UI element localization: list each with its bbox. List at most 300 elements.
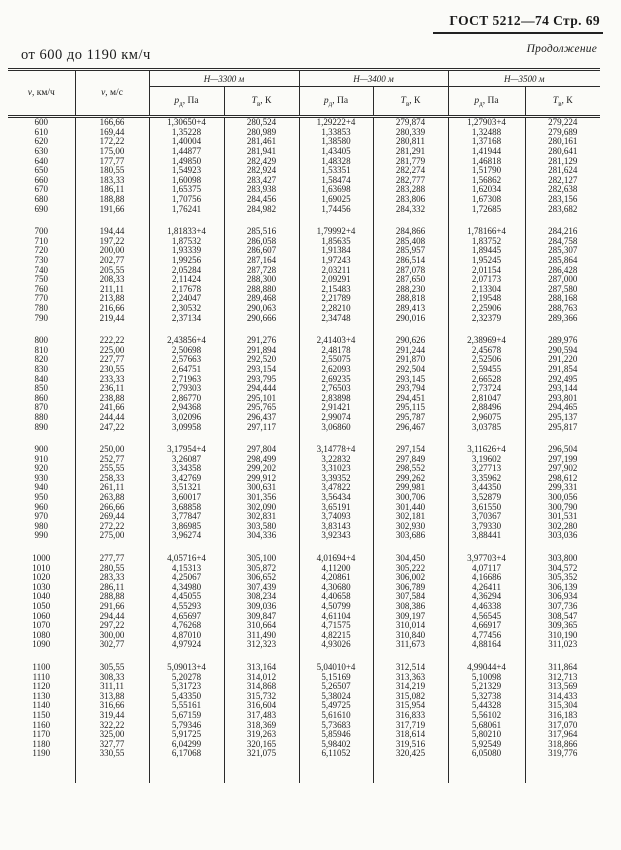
table-cell: 1,99256 — [149, 256, 224, 266]
table-cell: 202,77 — [75, 256, 149, 266]
table-cell: 1,67308 — [448, 195, 525, 205]
table-cell: 4,55293 — [149, 602, 224, 612]
t-unit: , К — [260, 96, 272, 106]
table-cell: 219,44 — [75, 313, 149, 323]
table-cell: 3,22832 — [299, 454, 373, 464]
table-row — [8, 156, 600, 166]
spacer-cell — [8, 650, 75, 663]
table-cell: 252,77 — [75, 454, 149, 464]
table-row — [8, 246, 600, 256]
table-cell: 197,22 — [75, 237, 149, 247]
table-cell: 5,79346 — [149, 720, 224, 730]
table-cell: 6,11052 — [299, 749, 373, 759]
table-cell: 291,894 — [224, 345, 299, 355]
table-cell: 1,51790 — [448, 166, 525, 176]
spacer-cell — [224, 432, 299, 445]
table-cell: 295,765 — [224, 403, 299, 413]
table-cell: 1080 — [32, 630, 51, 640]
table-cell: 900 — [34, 444, 48, 455]
table-cell: 770 — [34, 294, 48, 304]
table-row — [8, 393, 600, 403]
table-cell: 293,144 — [525, 384, 600, 394]
table-row — [8, 739, 600, 749]
table-cell: 307,736 — [525, 602, 600, 612]
table-cell: 281,129 — [525, 156, 600, 166]
p-symbol: р — [474, 96, 480, 106]
row-group-spacer — [8, 214, 600, 227]
table-cell: 280,55 — [75, 563, 149, 573]
table-cell: 4,45055 — [149, 592, 224, 602]
table-cell: 940 — [34, 483, 48, 493]
table-cell: 800 — [34, 335, 48, 346]
table-cell: 319,44 — [75, 711, 149, 721]
spacer-cell — [299, 759, 373, 783]
table-cell: 1020 — [32, 572, 51, 583]
p-unit: , Па — [332, 96, 349, 106]
table-cell: 308,386 — [373, 602, 448, 612]
table-cell: 5,56102 — [448, 711, 525, 721]
group-header-h3300: Н—3300 м — [149, 70, 299, 87]
table-cell: 2,43856+4 — [149, 336, 224, 346]
table-cell: 186,11 — [75, 185, 149, 195]
v-kmh-unit: , км/ч — [31, 88, 55, 98]
table-row — [8, 137, 600, 147]
table-row — [8, 227, 600, 237]
table-cell: 288,88 — [75, 592, 149, 602]
table-cell: 3,47822 — [299, 483, 373, 493]
table-cell: 297,154 — [373, 445, 448, 455]
table-cell: 205,55 — [75, 265, 149, 275]
table-cell: 1,29222+4 — [299, 117, 373, 128]
p-subscript: д — [479, 99, 483, 108]
table-cell: 2,11424 — [149, 275, 224, 285]
table-cell: 2,19548 — [448, 294, 525, 304]
table-cell: 4,36294 — [448, 592, 525, 602]
table-cell: 1040 — [32, 592, 51, 602]
table-cell: 303,686 — [373, 531, 448, 541]
table-cell: 1180 — [32, 739, 51, 749]
table-cell: 314,012 — [224, 672, 299, 682]
table-cell: 1,49850 — [149, 156, 224, 166]
table-cell: 166,66 — [75, 117, 149, 128]
table-row — [8, 128, 600, 138]
table-cell: 4,16686 — [448, 573, 525, 583]
table-cell: 282,777 — [373, 176, 448, 186]
table-cell: 4,40658 — [299, 592, 373, 602]
table-cell: 5,20278 — [149, 672, 224, 682]
table-cell: 4,15313 — [149, 563, 224, 573]
table-cell: 291,66 — [75, 602, 149, 612]
table-cell: 1,58474 — [299, 176, 373, 186]
table-cell: 680 — [34, 194, 48, 205]
table-cell: 314,433 — [525, 691, 600, 701]
table-cell: 330,55 — [75, 749, 149, 759]
table-cell: 5,44328 — [448, 701, 525, 711]
table-cell: 293,154 — [224, 365, 299, 375]
table-cell: 2,09291 — [299, 275, 373, 285]
t-symbol: Т — [251, 96, 257, 106]
table-cell: 292,520 — [224, 355, 299, 365]
table-cell: 280,989 — [224, 128, 299, 138]
table-cell: 5,04010+4 — [299, 663, 373, 673]
table-cell: 290,016 — [373, 313, 448, 323]
p-symbol: р — [174, 96, 180, 106]
spacer-cell — [75, 759, 149, 783]
table-row — [8, 285, 600, 295]
table-cell: 316,66 — [75, 701, 149, 711]
spacer-cell — [525, 759, 600, 783]
table-cell: 2,01154 — [448, 265, 525, 275]
table-cell: 313,363 — [373, 672, 448, 682]
table-cell: 316,833 — [373, 711, 448, 721]
table-row — [8, 563, 600, 573]
table-cell: 282,274 — [373, 166, 448, 176]
spacer-cell — [75, 650, 149, 663]
table-cell: 279,689 — [525, 128, 600, 138]
table-cell: 300,790 — [525, 502, 600, 512]
table-cell: 293,801 — [525, 393, 600, 403]
table-cell: 283,288 — [373, 185, 448, 195]
table-cell: 320,165 — [224, 739, 299, 749]
table-cell: 3,11626+4 — [448, 445, 525, 455]
table-cell: 2,69235 — [299, 374, 373, 384]
table-cell: 6,04299 — [149, 739, 224, 749]
table-cell: 2,99074 — [299, 413, 373, 423]
table-cell: 302,930 — [373, 522, 448, 532]
table-cell: 258,33 — [75, 474, 149, 484]
table-cell: 5,67159 — [149, 711, 224, 721]
table-cell: 305,55 — [75, 663, 149, 673]
table-cell: 290,594 — [525, 345, 600, 355]
row-group-spacer — [8, 650, 600, 663]
table-cell: 297,804 — [224, 445, 299, 455]
table-cell: 920 — [34, 464, 48, 474]
data-table — [8, 68, 600, 783]
table-cell: 227,77 — [75, 355, 149, 365]
table-cell: 1,76241 — [149, 204, 224, 214]
table-cell: 307,584 — [373, 592, 448, 602]
table-cell: 283,682 — [525, 204, 600, 214]
table-cell: 1,40004 — [149, 137, 224, 147]
table-cell: 1,83752 — [448, 237, 525, 247]
table-cell: 3,27713 — [448, 464, 525, 474]
table-cell: 319,263 — [224, 730, 299, 740]
table-cell: 3,09958 — [149, 422, 224, 432]
table-cell: 710 — [34, 236, 48, 246]
column-header-v-ms — [75, 70, 149, 117]
table-row — [8, 583, 600, 593]
table-cell: 261,11 — [75, 483, 149, 493]
spacer-cell — [224, 650, 299, 663]
table-cell: 620 — [34, 137, 48, 147]
table-cell: 1,81833+4 — [149, 227, 224, 237]
table-cell: 670 — [34, 185, 48, 195]
table-cell: 3,97703+4 — [448, 554, 525, 564]
table-cell: 1,95245 — [448, 256, 525, 266]
p-unit: , Па — [482, 96, 499, 106]
table-cell: 313,88 — [75, 691, 149, 701]
table-cell: 2,38969+4 — [448, 336, 525, 346]
table-cell: 5,85946 — [299, 730, 373, 740]
table-cell: 1010 — [32, 563, 51, 573]
table-cell: 294,444 — [224, 384, 299, 394]
table-row — [8, 445, 600, 455]
t-unit: , К — [409, 96, 421, 106]
table-cell: 630 — [34, 146, 48, 157]
table-cell: 279,224 — [525, 117, 600, 128]
table-row — [8, 621, 600, 631]
table-cell: 4,77456 — [448, 631, 525, 641]
spacer-cell — [525, 650, 600, 663]
table-cell: 4,65697 — [149, 611, 224, 621]
table-cell: 3,26087 — [149, 454, 224, 464]
table-cell: 3,61550 — [448, 502, 525, 512]
table-cell: 282,127 — [525, 176, 600, 186]
table-cell: 272,22 — [75, 522, 149, 532]
table-cell: 2,13304 — [448, 285, 525, 295]
table-cell: 293,794 — [373, 384, 448, 394]
table-row — [8, 691, 600, 701]
table-row — [8, 374, 600, 384]
table-cell: 315,732 — [224, 691, 299, 701]
table-row — [8, 602, 600, 612]
table-cell: 990 — [34, 531, 48, 541]
table-cell: 318,614 — [373, 730, 448, 740]
spacer-cell — [224, 541, 299, 554]
table-cell: 310,190 — [525, 631, 600, 641]
table-cell: 275,00 — [75, 531, 149, 541]
table-cell: 309,847 — [224, 611, 299, 621]
table-cell: 3,39352 — [299, 474, 373, 484]
table-cell: 311,11 — [75, 682, 149, 692]
spacer-cell — [299, 323, 373, 336]
table-cell: 2,21789 — [299, 294, 373, 304]
table-row — [8, 147, 600, 157]
table-cell: 302,831 — [224, 512, 299, 522]
p-unit: , Па — [182, 96, 199, 106]
table-cell: 5,80210 — [448, 730, 525, 740]
table-cell: 302,090 — [224, 502, 299, 512]
table-cell: 2,17678 — [149, 285, 224, 295]
table-cell: 6,05080 — [448, 749, 525, 759]
table-cell: 1,70756 — [149, 195, 224, 205]
table-cell: 5,09013+4 — [149, 663, 224, 673]
table-cell: 2,41403+4 — [299, 336, 373, 346]
table-cell: 930 — [34, 473, 48, 483]
table-row — [8, 640, 600, 650]
table-cell: 2,59455 — [448, 365, 525, 375]
spacer-cell — [149, 323, 224, 336]
table-cell: 286,11 — [75, 583, 149, 593]
table-row — [8, 611, 600, 621]
table-cell: 311,864 — [525, 663, 600, 673]
page-number: Стр. 69 — [553, 13, 600, 28]
table-cell: 285,864 — [525, 256, 600, 266]
table-cell: 263,88 — [75, 493, 149, 503]
table-cell: 313,164 — [224, 663, 299, 673]
table-cell: 780 — [34, 303, 48, 313]
table-cell: 810 — [34, 345, 48, 355]
spacer-cell — [448, 432, 525, 445]
spacer-cell — [8, 214, 75, 227]
table-cell: 300,631 — [224, 483, 299, 493]
table-cell: 302,181 — [373, 512, 448, 522]
spacer-cell — [149, 432, 224, 445]
table-row — [8, 365, 600, 375]
table-cell: 4,07117 — [448, 563, 525, 573]
table-cell: 299,331 — [525, 483, 600, 493]
table-cell: 700 — [34, 226, 48, 237]
table-cell: 310,840 — [373, 631, 448, 641]
table-cell: 4,61104 — [299, 611, 373, 621]
table-cell: 295,115 — [373, 403, 448, 413]
table-cell: 287,000 — [525, 275, 600, 285]
column-header-p-3400 — [299, 87, 373, 117]
table-cell: 2,96075 — [448, 413, 525, 423]
table-cell: 305,352 — [525, 573, 600, 583]
table-cell: 299,912 — [224, 474, 299, 484]
table-cell: 302,77 — [75, 640, 149, 650]
table-cell: 322,22 — [75, 720, 149, 730]
table-cell: 3,42769 — [149, 474, 224, 484]
table-row — [8, 422, 600, 432]
table-cell: 282,924 — [224, 166, 299, 176]
t-subscript: в — [256, 99, 261, 108]
table-cell: 970 — [34, 511, 48, 522]
table-cell: 2,94368 — [149, 403, 224, 413]
table-row — [8, 493, 600, 503]
table-cell: 222,22 — [75, 336, 149, 346]
table-cell: 1,63698 — [299, 185, 373, 195]
table-cell: 1,97243 — [299, 256, 373, 266]
table-cell: 3,79330 — [448, 522, 525, 532]
table-cell: 2,34748 — [299, 313, 373, 323]
table-cell: 310,664 — [224, 621, 299, 631]
table-cell: 177,77 — [75, 156, 149, 166]
table-cell: 288,168 — [525, 294, 600, 304]
table-cell: 288,300 — [224, 275, 299, 285]
table-cell: 2,45678 — [448, 345, 525, 355]
table-row — [8, 682, 600, 692]
table-cell: 280,161 — [525, 137, 600, 147]
table-cell: 4,76268 — [149, 621, 224, 631]
table-cell: 1,69025 — [299, 195, 373, 205]
table-cell: 303,580 — [224, 522, 299, 532]
table-cell: 4,99044+4 — [448, 663, 525, 673]
table-cell: 690 — [34, 204, 48, 214]
table-cell: 1090 — [32, 640, 51, 650]
table-cell: 660 — [34, 175, 48, 185]
table-cell: 2,48178 — [299, 345, 373, 355]
table-cell: 3,88441 — [448, 531, 525, 541]
table-cell: 300,706 — [373, 493, 448, 503]
table-cell: 286,607 — [224, 246, 299, 256]
table-cell: 3,74093 — [299, 512, 373, 522]
table-cell: 244,44 — [75, 413, 149, 423]
table-cell: 2,62093 — [299, 365, 373, 375]
header-row-groups — [8, 70, 600, 87]
table-cell: 312,323 — [224, 640, 299, 650]
table-cell: 4,46338 — [448, 602, 525, 612]
table-cell: 283,33 — [75, 573, 149, 583]
table-cell: 3,31023 — [299, 464, 373, 474]
table-cell: 1,46818 — [448, 156, 525, 166]
table-cell: 290,626 — [373, 336, 448, 346]
table-cell: 5,68061 — [448, 720, 525, 730]
table-cell: 279,874 — [373, 117, 448, 128]
table-cell: 2,76503 — [299, 384, 373, 394]
table-cell: 4,71575 — [299, 621, 373, 631]
column-header-v-kmh — [8, 70, 75, 117]
table-cell: 300,056 — [525, 493, 600, 503]
table-cell: 1130 — [32, 691, 51, 701]
table-cell: 312,514 — [373, 663, 448, 673]
table-cell: 1,44877 — [149, 147, 224, 157]
table-cell: 318,369 — [224, 720, 299, 730]
table-cell: 4,05716+4 — [149, 554, 224, 564]
table-cell: 303,800 — [525, 554, 600, 564]
table-cell: 250,00 — [75, 445, 149, 455]
table-cell: 304,450 — [373, 554, 448, 564]
table-cell: 286,058 — [224, 237, 299, 247]
table-cell: 306,652 — [224, 573, 299, 583]
table-cell: 280,641 — [525, 147, 600, 157]
table-cell: 5,32738 — [448, 691, 525, 701]
table-cell: 2,50698 — [149, 345, 224, 355]
table-row — [8, 413, 600, 423]
table-row — [8, 275, 600, 285]
table-cell: 1,27903+4 — [448, 117, 525, 128]
table-cell: 286,428 — [525, 265, 600, 275]
spacer-cell — [8, 432, 75, 445]
table-cell: 327,77 — [75, 739, 149, 749]
table-cell: 3,35962 — [448, 474, 525, 484]
table-cell: 300,00 — [75, 631, 149, 641]
table-cell: 311,023 — [525, 640, 600, 650]
table-cell: 6,17068 — [149, 749, 224, 759]
spacer-cell — [149, 759, 224, 783]
table-cell: 2,88496 — [448, 403, 525, 413]
table-cell: 2,28210 — [299, 304, 373, 314]
spacer-cell — [75, 541, 149, 554]
table-cell: 5,15169 — [299, 672, 373, 682]
p-symbol: р — [323, 96, 329, 106]
table-cell: 299,262 — [373, 474, 448, 484]
table-cell: 730 — [34, 255, 48, 266]
table-row — [8, 711, 600, 721]
spacer-cell — [299, 214, 373, 227]
table-cell: 850 — [34, 383, 48, 394]
spacer-cell — [149, 214, 224, 227]
table-cell: 311,490 — [224, 631, 299, 641]
table-cell: 318,866 — [525, 739, 600, 749]
spacer-cell — [448, 759, 525, 783]
table-cell: 3,14778+4 — [299, 445, 373, 455]
table-cell: 1,37168 — [448, 137, 525, 147]
table-cell: 1,79992+4 — [299, 227, 373, 237]
table-cell: 319,516 — [373, 739, 448, 749]
table-cell: 191,66 — [75, 204, 149, 214]
table-row — [8, 204, 600, 214]
spacer-cell — [75, 323, 149, 336]
table-cell: 3,86985 — [149, 522, 224, 532]
table-cell: 290,666 — [224, 313, 299, 323]
table-cell: 298,612 — [525, 474, 600, 484]
table-cell: 301,440 — [373, 502, 448, 512]
table-cell: 297,902 — [525, 464, 600, 474]
table-cell: 760 — [34, 284, 48, 294]
table-cell: 4,97924 — [149, 640, 224, 650]
